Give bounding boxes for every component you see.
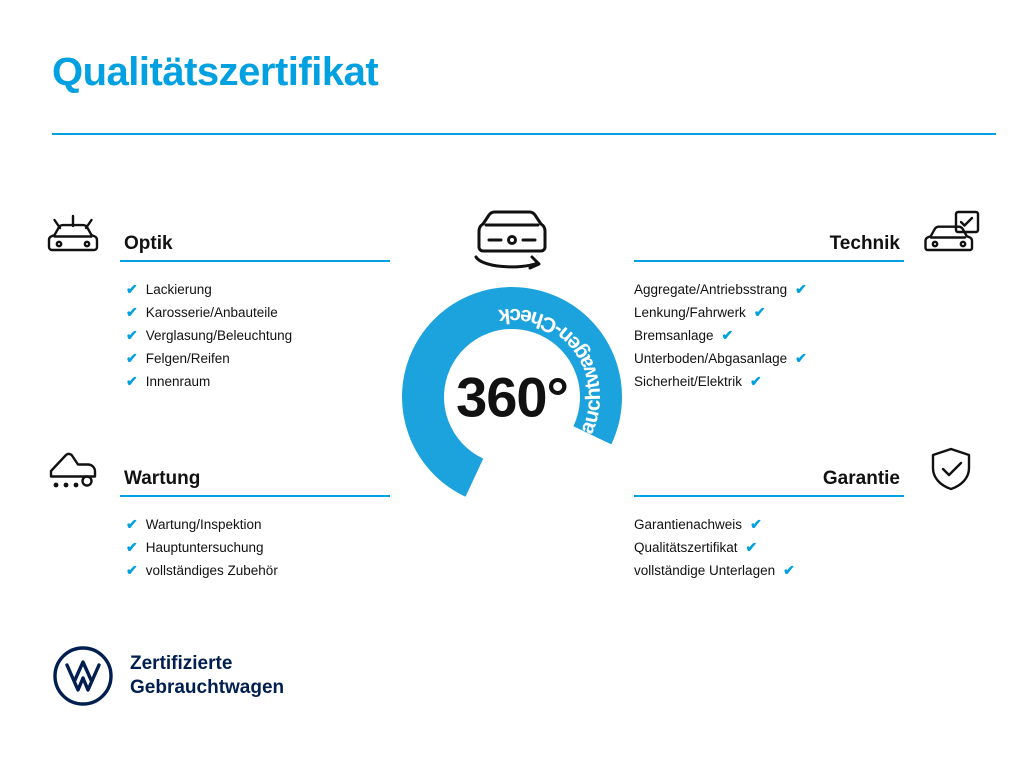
section-title: Garantie [822,468,900,489]
section-title: Technik [829,233,900,254]
check-icon: ✔ [721,327,734,343]
check-ring [390,275,634,519]
checklist-wartung [40,513,390,582]
check-icon: ✔ [750,373,762,389]
section-header [40,200,390,264]
section-header [40,435,390,499]
vw-logo [52,645,114,707]
car-lift-icon [40,439,106,499]
list-item [634,278,984,301]
list-item-label: Wartung/Inspektion [145,517,262,532]
list-item [634,513,984,536]
check-icon: ✔ [126,373,138,389]
list-item-label: Lenkung/Fahrwerk [634,305,746,320]
list-item-label: vollständige Unterlagen [634,563,776,578]
list-item [40,347,390,370]
list-item-label: Sicherheit/Elektrik [634,374,743,389]
list-item-label: Felgen/Reifen [145,351,230,366]
list-item [634,559,984,582]
brand-line-1: Zertifizierte [130,653,233,674]
list-item [40,278,390,301]
list-item-label: Aggregate/Antriebsstrang [634,282,788,297]
list-item [40,324,390,347]
list-item-label: Unterboden/Abgasanlage [634,351,788,366]
checklist-technik [634,278,984,393]
check-icon: ✔ [795,350,807,366]
section-title: Optik [124,233,173,254]
list-item [40,301,390,324]
check-icon: ✔ [126,327,138,343]
check-icon: ✔ [126,350,138,366]
check-icon: ✔ [126,562,138,578]
footer-brand [52,645,284,707]
list-item-label: Qualitätszertifikat [634,540,738,555]
section-header [634,435,984,499]
list-item-label: vollständiges Zubehör [145,563,278,578]
check-icon: ✔ [795,281,807,297]
check-icon: ✔ [753,304,766,320]
svg-text:Gebrauchtwagen-Check: Gebrauchtwagen-Check [497,303,606,476]
brand-text [130,652,284,700]
section-technik [634,200,984,393]
list-item [634,370,984,393]
list-item-label: Verglasung/Beleuchtung [145,328,293,343]
check-icon: ✔ [750,516,762,532]
list-item [634,347,984,370]
section-underline [120,260,390,262]
header-divider [52,133,996,135]
degree-label: 360° [456,365,568,429]
check-icon: ✔ [126,304,138,320]
check-icon: ✔ [126,516,138,532]
section-title: Wartung [124,468,201,489]
list-item-label: Bremsanlage [634,328,714,343]
list-item-label: Karosserie/Anbauteile [145,305,278,320]
section-underline [634,495,904,497]
check-icon: ✔ [126,539,138,555]
checklist-optik [40,278,390,393]
list-item [40,559,390,582]
list-item [634,301,984,324]
list-item-label: Garantienachweis [634,517,743,532]
center-badge [372,195,652,525]
section-underline [120,495,390,497]
list-item [40,513,390,536]
section-wartung [40,435,390,582]
section-title-wrap [634,468,918,499]
car-checklist-icon [918,204,984,264]
section-garantie [634,435,984,582]
shield-check-icon [918,439,984,499]
checklist-garantie [634,513,984,582]
car-top-view-icon [452,195,572,285]
list-item-label: Innenraum [145,374,211,389]
list-item [634,536,984,559]
section-title-wrap [106,468,390,499]
section-title-wrap [106,233,390,264]
list-item [634,324,984,347]
page-title: Qualitätszertifikat [52,50,379,94]
left-column [40,200,390,612]
section-title-wrap [634,233,918,264]
right-column [634,200,984,612]
check-icon: ✔ [745,539,758,555]
check-icon: ✔ [126,281,138,297]
list-item-label: Lackierung [145,282,212,297]
section-underline [634,260,904,262]
section-header [634,200,984,264]
list-item [40,536,390,559]
car-shine-icon [40,204,106,264]
list-item [40,370,390,393]
brand-line-2: Gebrauchtwagen [130,677,285,698]
section-optik [40,200,390,393]
list-item-label: Hauptuntersuchung [145,540,264,555]
check-icon: ✔ [783,562,795,578]
